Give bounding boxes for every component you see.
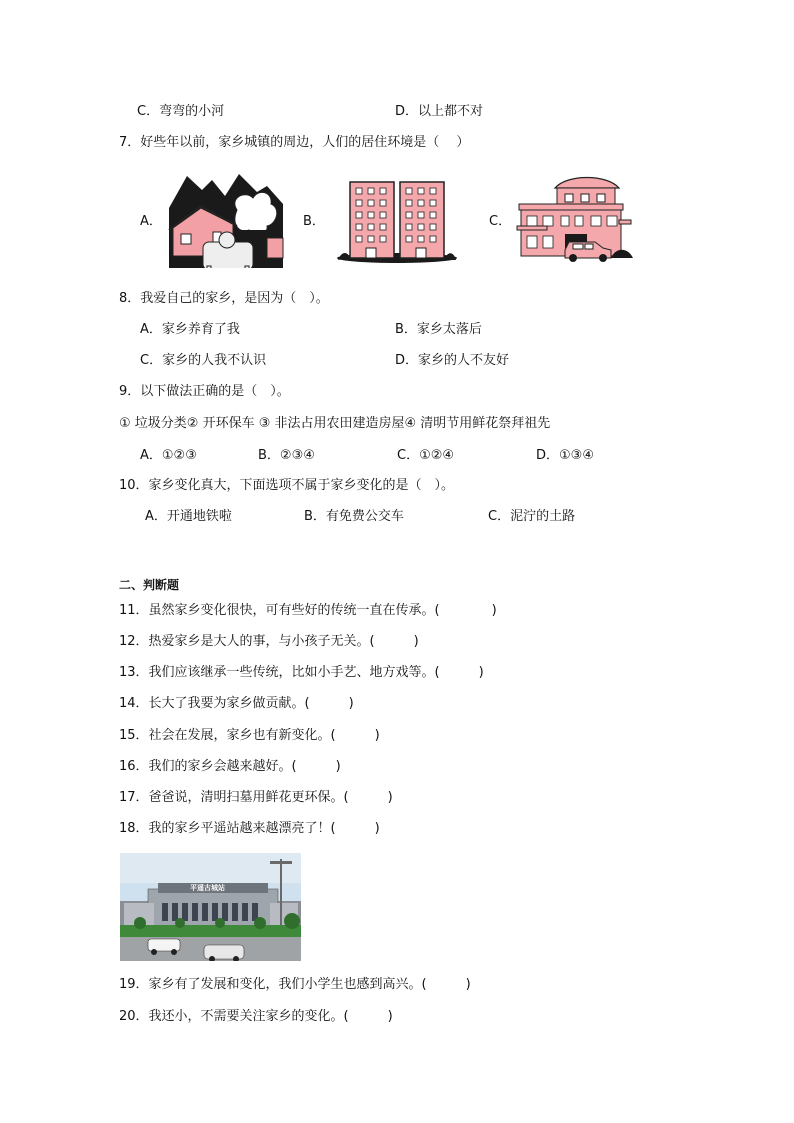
q8-option-b: B．家乡太落后 — [395, 322, 482, 337]
q8-option-c: C．家乡的人我不认识 — [140, 353, 267, 368]
q9-option-a: A．①②③ — [140, 448, 197, 463]
q10-option-c: C．泥泞的土路 — [488, 509, 576, 524]
q10-option-a: A．开通地铁啦 — [145, 509, 232, 524]
judge-item-19: 19．家乡有了发展和变化，我们小学生也感到高兴。( ) — [119, 977, 471, 992]
station-sign-text: 平遥古城站 — [190, 884, 225, 892]
q6-option-c: C．弯弯的小河 — [137, 104, 225, 119]
judge-item-20: 20．我还小，不需要关注家乡的变化。( ) — [119, 1009, 393, 1024]
q10-stem: 10．家乡变化真大，下面选项不属于家乡变化的是（ ）。 — [119, 478, 455, 493]
judge-item-17: 17．爸爸说，清明扫墓用鲜花更环保。( ) — [119, 790, 393, 805]
q9-stem: 9．以下做法正确的是（ ）。 — [119, 384, 290, 399]
judge-item-16: 16．我们的家乡会越来越好。( ) — [119, 759, 341, 774]
section-title-judgment: 二、判断题 — [119, 578, 180, 592]
q7-stem: 7．好些年以前，家乡城镇的周边，人们的居住环境是（ ） — [119, 135, 470, 150]
q7-option-b-label: B． — [303, 214, 325, 229]
q6-option-d: D．以上都不对 — [395, 104, 484, 119]
q9-option-b: B．②③④ — [258, 448, 315, 463]
q9-option-c: C．①②④ — [397, 448, 455, 463]
q9-items: ① 垃圾分类② 开环保车 ③ 非法占用农田建造房屋④ 清明节用鲜花祭拜祖先 — [119, 416, 551, 431]
modern-villa-image — [515, 174, 635, 262]
q8-stem: 8．我爱自己的家乡，是因为（ ）。 — [119, 291, 329, 306]
high-rise-buildings-image — [334, 178, 460, 264]
q8-option-a: A．家乡养育了我 — [140, 322, 240, 337]
q10-option-b: B．有免费公交车 — [304, 509, 404, 524]
judge-item-13: 13．我们应该继承一些传统，比如小手艺、地方戏等。( ) — [119, 665, 484, 680]
q7-option-a-label: A． — [140, 214, 162, 229]
q9-option-d: D．①③④ — [536, 448, 594, 463]
q7-option-c-label: C． — [489, 214, 512, 229]
judge-item-18: 18．我的家乡平遥站越来越漂亮了！( ) — [119, 821, 380, 836]
judge-item-12: 12．热爱家乡是大人的事，与小孩子无关。( ) — [119, 634, 419, 649]
judge-item-11: 11．虽然家乡变化很快，可有些好的传统一直在传承。( ) — [119, 603, 497, 618]
q8-option-d: D．家乡的人不友好 — [395, 353, 510, 368]
rural-house-cow-image — [167, 168, 285, 274]
pingyao-station-photo — [120, 853, 301, 961]
judge-item-14: 14．长大了我要为家乡做贡献。( ) — [119, 696, 354, 711]
judge-item-15: 15．社会在发展，家乡也有新变化。( ) — [119, 728, 380, 743]
